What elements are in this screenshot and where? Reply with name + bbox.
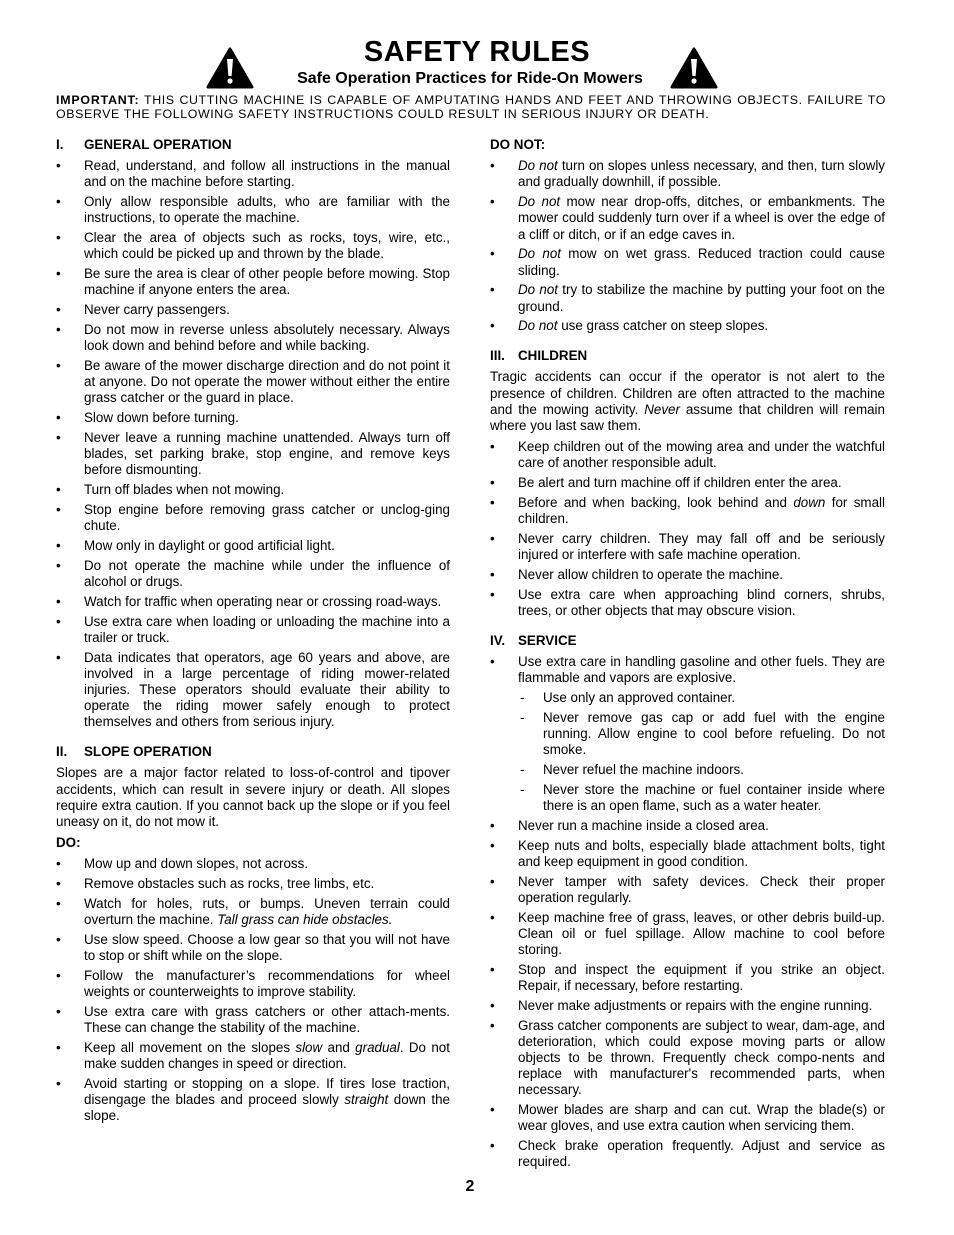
list-item: • Never carry children. They may fall off and be seriously injured or interfere with safe machine operation. xyxy=(490,531,885,563)
sub-list-item: - Never refuel the machine indoors. xyxy=(490,762,885,778)
service-list xyxy=(490,654,885,1171)
list-item: • Watch for holes, ruts, or bumps. Uneven terrain could overturn the machine. Tall grass can hide obstacles. xyxy=(56,896,450,928)
list-item: • Before and when backing, look behind and down for small children. xyxy=(490,495,885,527)
section-heading-general xyxy=(56,137,450,153)
section-title: GENERAL OPERATION xyxy=(84,137,232,152)
list-item: • Never make adjustments or repairs with the engine running. xyxy=(490,998,885,1014)
children-intro: Tragic accidents can occur if the operator is not alert to the presence of children. Children are often attracted to the machine and the mowing activity. Never assume that children will remain where you last saw them. xyxy=(490,369,885,434)
list-item: • Mow up and down slopes, not across. xyxy=(56,856,450,872)
important-label: IMPORTANT: xyxy=(56,93,140,107)
list-item: • Use extra care in handling gasoline and other fuels. They are flammable and vapors are explosive. xyxy=(490,654,885,686)
slope-do-list xyxy=(56,856,450,1124)
list-item: • Use extra care with grass catchers or other attach-ments. These can change the stability of the machine. xyxy=(56,1004,450,1036)
page-number: 2 xyxy=(465,1178,475,1195)
section-number: III. xyxy=(490,348,505,364)
list-item: • Do not mow on wet grass. Reduced traction could cause sliding. xyxy=(490,246,885,278)
list-item: • Do not operate the machine while under the influence of alcohol or drugs. xyxy=(56,558,450,590)
list-item: • Only allow responsible adults, who are familiar with the instructions, to operate the machine. xyxy=(56,194,450,226)
list-item: • Keep nuts and bolts, especially blade attachment bolts, tight and keep equipment in good condition. xyxy=(490,838,885,870)
sub-list-item: - Never remove gas cap or add fuel with the engine running. Allow engine to cool before refueling. Do not smoke. xyxy=(490,710,885,759)
list-item: • Never leave a running machine unattended. Always turn off blades, set parking brake, stop engine, and remove keys before dismounting. xyxy=(56,430,450,479)
list-item: • Clear the area of objects such as rocks, toys, wire, etc., which could be picked up and thrown by the blade. xyxy=(56,230,450,262)
section-heading-service xyxy=(490,633,885,649)
children-list xyxy=(490,439,885,619)
list-item: • Data indicates that operators, age 60 years and above, are involved in a large percentage of riding mower-related injuries. These operators should evaluate their ability to operate the riding mower safely enough to protect themselves and others from serious injury. xyxy=(56,650,450,731)
list-item: • Check brake operation frequently. Adjust and service as required. xyxy=(490,1138,885,1170)
list-item: • Be sure the area is clear of other people before mowing. Stop machine if anyone enters the area. xyxy=(56,266,450,298)
list-item: • Remove obstacles such as rocks, tree limbs, etc. xyxy=(56,876,450,892)
section-title: SERVICE xyxy=(518,632,577,648)
list-item: • Never allow children to operate the machine. xyxy=(490,567,885,583)
general-operation-list xyxy=(56,158,450,730)
list-item: • Use extra care when loading or unloading the machine into a trailer or truck. xyxy=(56,614,450,646)
do-heading: DO: xyxy=(56,835,81,851)
list-item: • Turn off blades when not mowing. xyxy=(56,482,450,498)
page-title: SAFETY RULES xyxy=(363,36,591,68)
list-item: • Slow down before turning. xyxy=(56,410,450,426)
section-number: I. xyxy=(56,137,64,152)
list-item: • Stop and inspect the equipment if you strike an object. Repair, if necessary, before restarting. xyxy=(490,962,885,994)
slope-do-not-list xyxy=(490,158,885,334)
page-subtitle: Safe Operation Practices for Ride-On Mowers xyxy=(297,70,643,87)
list-item: • Do not try to stabilize the machine by putting your foot on the ground. xyxy=(490,282,885,314)
list-item: • Do not turn on slopes unless necessary, and then, turn slowly and gradually downhill, if possible. xyxy=(490,158,885,190)
list-item: • Keep all movement on the slopes slow and gradual. Do not make sudden changes in speed or direction. xyxy=(56,1040,450,1072)
list-item: • Be alert and turn machine off if children enter the area. xyxy=(490,475,885,491)
list-item: • Read, understand, and follow all instructions in the manual and on the machine before starting. xyxy=(56,158,450,190)
list-item: • Keep machine free of grass, leaves, or other debris build-up. Clean oil or fuel spillage. Allow machine to cool before storing. xyxy=(490,910,885,959)
list-item: • Use extra care when approaching blind corners, shrubs, trees, or other objects that may obscure vision. xyxy=(490,587,885,619)
list-item: • Avoid starting or stopping on a slope. If tires lose traction, disengage the blades and proceed slowly straight down the slope. xyxy=(56,1076,450,1125)
list-item: • Never run a machine inside a closed area. xyxy=(490,818,885,834)
important-text: THIS CUTTING MACHINE IS CAPABLE OF AMPUTATING HANDS AND FEET AND THROWING OBJECTS. FAILURE TO OBSERVE THE FOLLOWING SAFETY INSTRUCTIONS COULD RESULT IN SERIOUS INJURY OR DEATH. xyxy=(56,93,886,121)
list-item: • Keep children out of the mowing area and under the watchful care of another responsible adult. xyxy=(490,439,885,471)
section-number: II. xyxy=(56,744,68,760)
right-column xyxy=(490,137,885,1174)
list-item: • Watch for traffic when operating near or crossing road-ways. xyxy=(56,594,450,610)
section-heading-children xyxy=(490,348,885,364)
list-item: • Follow the manufacturer’s recommendations for wheel weights or counterweights to improve stability. xyxy=(56,968,450,1000)
sub-list-item: - Use only an approved container. xyxy=(490,690,885,706)
do-not-heading: DO NOT: xyxy=(490,137,546,152)
list-item: • Stop engine before removing grass catcher or unclog-ging chute. xyxy=(56,502,450,534)
left-column xyxy=(56,137,450,1128)
slope-intro: Slopes are a major factor related to loss-of-control and tipover accidents, which can result in severe injury or death. All slopes require extra caution. If you cannot back up the slope or if you feel uneasy on it, do not mow it. xyxy=(56,765,450,830)
list-item: • Be aware of the mower discharge direction and do not point it at anyone. Do not operate the mower without either the entire grass catcher or the guard in place. xyxy=(56,358,450,407)
sub-list-item: - Never store the machine or fuel container inside where there is an open flame, such as a water heater. xyxy=(490,782,885,814)
list-item: • Never carry passengers. xyxy=(56,302,450,318)
list-item: • Mow only in daylight or good artificial light. xyxy=(56,538,450,554)
list-item: • Do not use grass catcher on steep slopes. xyxy=(490,318,885,334)
section-heading-slope xyxy=(56,744,450,760)
list-item: • Use slow speed. Choose a low gear so that you will not have to stop or shift while on the slope. xyxy=(56,932,450,964)
list-item: • Do not mow near drop-offs, ditches, or embankments. The mower could suddenly turn over if a wheel is over the edge of a cliff or ditch, or if an edge caves in. xyxy=(490,194,885,243)
section-number: IV. xyxy=(490,632,506,648)
important-notice xyxy=(56,93,886,121)
section-title: CHILDREN xyxy=(518,348,588,364)
list-item: • Never tamper with safety devices. Check their proper operation regularly. xyxy=(490,874,885,906)
section-title: SLOPE OPERATION xyxy=(84,744,212,760)
list-item: • Mower blades are sharp and can cut. Wrap the blade(s) or wear gloves, and use extra caution when servicing them. xyxy=(490,1102,885,1134)
list-item: • Do not mow in reverse unless absolutely necessary. Always look down and behind before and while backing. xyxy=(56,322,450,354)
list-item: • Grass catcher components are subject to wear, dam-age, and deterioration, which could expose moving parts or allow objects to be thrown. Frequently check compo-nents and replace with manufacturer's recommended parts, when necessary. xyxy=(490,1018,885,1099)
